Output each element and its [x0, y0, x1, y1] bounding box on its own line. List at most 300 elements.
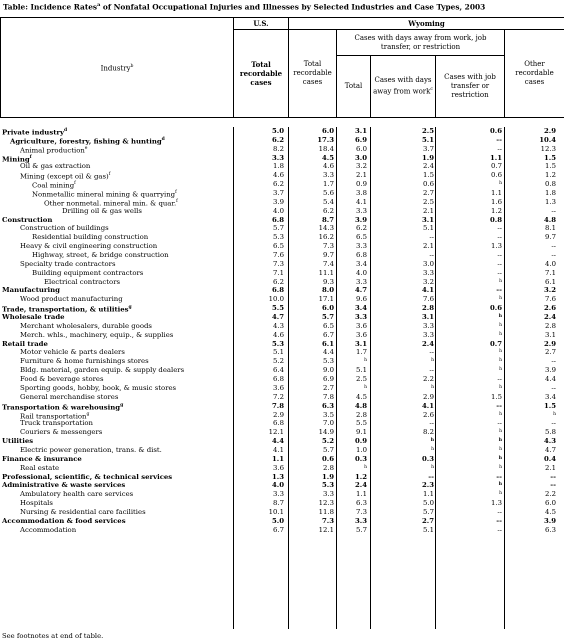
table-row [0, 446, 564, 455]
row-value: 5.3 [322, 481, 334, 490]
header-wyoming: Wyoming [289, 18, 564, 30]
row-label: Ambulatory health care services [20, 490, 134, 499]
row-label: Trade, transportation, & utilities$^g$ [2, 305, 132, 314]
row-value: 2.2 [545, 490, 556, 499]
row-value: 5.1 [423, 224, 434, 233]
row-value: 4.7 [355, 286, 367, 295]
table-row [0, 481, 564, 490]
row-value: h [431, 446, 434, 452]
row-value: 6.9 [323, 375, 334, 384]
row-value: 4.7 [545, 445, 556, 454]
row-value: -- [497, 268, 502, 277]
row-value: 12.1 [318, 525, 334, 534]
row-value: 3.9 [544, 516, 556, 525]
table-title: Table: Incidence Rates$^a$ of Nonfatal Occupational Injuries and Illnesses by Selected Industries and Case Types, 2003 [3, 2, 486, 12]
row-value: -- [429, 233, 434, 242]
row-value: 2.7 [323, 383, 334, 392]
row-value: 6.3 [545, 525, 556, 534]
row-value: -- [497, 144, 502, 153]
row-label: Transportation & warehousing$^g$ [2, 402, 124, 411]
row-value: 5.5 [272, 304, 284, 313]
header-us: U.S. [234, 18, 289, 30]
row-value: 5.2 [273, 357, 284, 366]
row-value: 0.6 [490, 304, 502, 313]
row-label: Wood product manufacturing [20, 295, 123, 304]
row-value: 3.7 [273, 189, 284, 198]
row-label: Specialty trade contractors [20, 259, 116, 268]
row-value: 1.6 [491, 197, 502, 206]
table-row [0, 145, 564, 154]
row-value: 3.2 [544, 286, 556, 295]
row-value: 6.3 [322, 401, 334, 410]
row-value: 6.1 [322, 339, 334, 348]
table-row [0, 304, 564, 313]
row-value: 6.4 [273, 366, 284, 375]
row-value: -- [497, 259, 502, 268]
row-value: 0.7 [491, 162, 502, 171]
table-row [0, 490, 564, 499]
row-label: Merch. whls., machinery, equip., & supplies [20, 330, 174, 339]
row-value: 3.3 [356, 242, 367, 251]
row-label: Retail trade [2, 339, 48, 348]
row-label: Professional, scientific, & technical services [2, 472, 173, 481]
row-value: 5.5 [356, 419, 367, 428]
row-value: 5.0 [272, 516, 284, 525]
row-value: 5.1 [273, 348, 284, 357]
row-value: 4.8 [355, 401, 367, 410]
row-value: 4.1 [273, 445, 284, 454]
table-row [0, 278, 564, 287]
table-row [0, 455, 564, 464]
table-row [0, 136, 564, 145]
row-value: 3.4 [356, 259, 367, 268]
row-value: 3.3 [355, 313, 367, 322]
row-value: 2.6 [423, 410, 434, 419]
table-row [0, 508, 564, 517]
row-label: Food & beverage stores [20, 375, 104, 384]
row-value: -- [551, 383, 556, 392]
row-value: 5.2 [322, 437, 334, 446]
row-value: h [499, 384, 502, 390]
row-value: 8.2 [273, 144, 284, 153]
row-value: h [499, 429, 502, 435]
row-value: 1.5 [544, 153, 556, 162]
row-value: 6.9 [355, 135, 367, 144]
row-value: 3.3 [356, 277, 367, 286]
row-value: 0.8 [545, 180, 556, 189]
table-row [0, 348, 564, 357]
row-value: 2.3 [422, 481, 434, 490]
row-value: 2.4 [423, 162, 434, 171]
row-value: 14.9 [318, 428, 334, 437]
row-value: 10.0 [268, 295, 284, 304]
row-value: 1.5 [491, 392, 502, 401]
row-value: h [498, 438, 502, 444]
row-value: 1.1 [491, 189, 502, 198]
row-value: 5.7 [322, 313, 334, 322]
row-value: 8.7 [273, 499, 284, 508]
row-value: 2.4 [422, 339, 434, 348]
row-label: Other nonmetal. mineral min. & quar.$^f$ [44, 198, 178, 208]
table-row [0, 464, 564, 473]
row-value: -- [429, 366, 434, 375]
row-value: 4.4 [323, 348, 334, 357]
row-value: 8.2 [423, 428, 434, 437]
row-value: 4.0 [545, 259, 556, 268]
row-value: 2.5 [356, 375, 367, 384]
row-value: -- [550, 481, 556, 490]
row-value: 17.3 [317, 135, 334, 144]
row-label: Furniture & home furnishings stores [20, 357, 149, 366]
row-value: 3.0 [355, 153, 367, 162]
table-row [0, 189, 564, 198]
row-label: Nonmetallic mineral mining & quarrying$^f$ [32, 190, 177, 199]
table-row [0, 171, 564, 180]
row-value: h [431, 464, 434, 470]
row-value: h [499, 349, 502, 355]
row-value: 5.0 [423, 499, 434, 508]
row-value: 0.9 [356, 180, 367, 189]
table-row [0, 295, 564, 304]
row-value: -- [497, 251, 502, 260]
row-value: 0.6 [490, 127, 502, 135]
row-value: 2.4 [544, 313, 556, 322]
row-label: Highway, street, & bridge construction [32, 251, 169, 260]
row-value: 0.3 [355, 454, 367, 463]
header-away-group: Cases with days away from work, job transfer, or restriction [337, 30, 505, 56]
table-row [0, 375, 564, 384]
row-value: h [499, 491, 502, 497]
row-value: 14.3 [318, 224, 334, 233]
row-value: 2.9 [423, 392, 434, 401]
row-value: h [498, 482, 502, 488]
row-value: 8.7 [322, 215, 334, 224]
row-value: 3.9 [355, 215, 367, 224]
row-value: 0.6 [491, 171, 502, 180]
row-value: h [499, 296, 502, 302]
row-value: 7.0 [323, 419, 334, 428]
row-value: 7.6 [545, 295, 556, 304]
row-value: 4.1 [356, 197, 367, 206]
row-value: 3.3 [272, 153, 284, 162]
row-value: -- [496, 472, 502, 481]
row-value: -- [496, 286, 502, 295]
header-total: Total [337, 56, 371, 118]
row-value: 3.4 [545, 392, 556, 401]
table-row [0, 402, 564, 411]
row-value: 5.1 [423, 525, 434, 534]
table-row [0, 233, 564, 242]
row-value: -- [497, 525, 502, 534]
header-days-away: Cases with days away from work$^c$ [371, 56, 436, 118]
row-value: -- [428, 472, 434, 481]
row-value: 0.4 [544, 454, 556, 463]
table-row [0, 419, 564, 428]
row-label: Bldg. material, garden equip. & supply dealers [20, 366, 185, 375]
table-row [0, 517, 564, 526]
row-label: Administrative & waste services [2, 481, 126, 490]
row-value: -- [551, 206, 556, 215]
row-value: 3.1 [422, 215, 434, 224]
row-label: Agriculture, forestry, fishing & hunting$^d$ [10, 136, 165, 146]
table-row [0, 499, 564, 508]
row-value: 3.3 [323, 171, 334, 180]
header-job-transfer: Cases with job transfer or restriction [436, 56, 505, 118]
row-value: 7.3 [322, 516, 334, 525]
row-value: 9.3 [323, 277, 334, 286]
row-value: 7.3 [323, 242, 334, 251]
row-value: 1.9 [422, 153, 434, 162]
row-value: 3.8 [356, 189, 367, 198]
row-value: 5.3 [273, 233, 284, 242]
row-value: h [499, 358, 502, 364]
row-value: 6.2 [273, 277, 284, 286]
row-value: 5.8 [545, 428, 556, 437]
row-label: Mining$^f$ [2, 154, 32, 163]
row-label: Real estate [20, 463, 60, 472]
row-value: 6.2 [323, 206, 334, 215]
row-value: 1.0 [356, 445, 367, 454]
row-value: 7.2 [273, 392, 284, 401]
row-value: 3.6 [356, 321, 367, 330]
row-label: Electrical contractors [44, 277, 121, 286]
row-value: 6.2 [356, 224, 367, 233]
row-value: -- [497, 419, 502, 428]
row-value: 3.4 [355, 304, 367, 313]
row-value: 1.3 [491, 499, 502, 508]
row-value: 5.6 [323, 189, 334, 198]
row-value: -- [497, 224, 502, 233]
row-value: 3.3 [356, 206, 367, 215]
row-value: 10.1 [268, 507, 284, 516]
table-row [0, 242, 564, 251]
row-value: 4.4 [545, 375, 556, 384]
row-label: Finance & insurance [2, 454, 82, 463]
row-value: 3.1 [422, 313, 434, 322]
row-value: -- [429, 419, 434, 428]
row-label: Animal production$^e$ [20, 145, 88, 155]
table-row [0, 198, 564, 207]
row-value: 1.3 [545, 197, 556, 206]
row-label: Building equipment contractors [32, 268, 144, 277]
row-value: 5.0 [272, 127, 284, 135]
row-value: 17.1 [318, 295, 334, 304]
row-label: Manufacturing [2, 286, 61, 295]
row-value: h [499, 367, 502, 373]
row-value: 4.7 [272, 313, 284, 322]
row-value: 2.6 [544, 304, 556, 313]
row-value: 7.4 [323, 259, 334, 268]
row-value: 0.7 [490, 339, 502, 348]
row-label: Motor vehicle & parts dealers [20, 348, 125, 357]
table-row [0, 340, 564, 349]
table-row [0, 322, 564, 331]
row-value: 2.8 [545, 321, 556, 330]
row-value: 3.7 [423, 144, 434, 153]
row-value: -- [551, 419, 556, 428]
row-label: Drilling oil & gas wells [62, 206, 142, 215]
row-value: 5.7 [323, 445, 334, 454]
row-value: 3.0 [423, 259, 434, 268]
row-value: 5.7 [423, 507, 434, 516]
row-value: h [430, 438, 434, 444]
row-value: 1.2 [545, 171, 556, 180]
row-label: Construction [2, 215, 53, 224]
row-value: 6.8 [273, 419, 284, 428]
row-value: 1.5 [544, 401, 556, 410]
row-value: h [499, 278, 502, 284]
row-value: 9.1 [356, 428, 367, 437]
row-value: 2.2 [423, 375, 434, 384]
row-value: h [499, 331, 502, 337]
row-value: 4.6 [273, 171, 284, 180]
row-value: 1.8 [545, 189, 556, 198]
table-row [0, 331, 564, 340]
row-value: 4.5 [545, 507, 556, 516]
row-value: 7.8 [272, 401, 284, 410]
row-value: 2.7 [422, 516, 434, 525]
row-value: 7.1 [273, 268, 284, 277]
row-value: 4.4 [272, 437, 284, 446]
row-value: 8.0 [322, 286, 334, 295]
row-value: h [498, 455, 502, 461]
row-value: 1.9 [322, 472, 334, 481]
table-row [0, 393, 564, 402]
row-value: 2.5 [422, 127, 434, 135]
header-industry: Industry$^b$ [1, 18, 234, 118]
row-label: Rail transportation$^g$ [20, 411, 90, 420]
row-value: 6.8 [356, 251, 367, 260]
row-value: -- [551, 242, 556, 251]
row-value: 7.1 [545, 268, 556, 277]
row-value: 3.3 [423, 321, 434, 330]
row-value: h [431, 384, 434, 390]
row-label: Sporting goods, hobby, book, & music stores [20, 383, 177, 392]
row-value: 7.3 [356, 507, 367, 516]
row-value: 18.4 [318, 144, 334, 153]
row-value: 3.5 [323, 410, 334, 419]
row-value: 4.1 [422, 286, 434, 295]
row-value: 2.8 [356, 410, 367, 419]
header-other: Other recordable cases [505, 30, 564, 118]
row-value: -- [429, 251, 434, 260]
row-label: Coal mining$^f$ [32, 181, 76, 190]
table-row [0, 260, 564, 269]
row-value: 7.3 [273, 259, 284, 268]
row-value: -- [429, 348, 434, 357]
row-value: 7.6 [423, 295, 434, 304]
row-value: 3.3 [323, 490, 334, 499]
row-value: 2.7 [545, 348, 556, 357]
row-value: 2.4 [355, 481, 367, 490]
row-value: 6.3 [356, 499, 367, 508]
row-value: 4.0 [356, 268, 367, 277]
row-value: 0.6 [423, 180, 434, 189]
row-label: Hospitals [20, 499, 53, 508]
row-value: 3.1 [545, 330, 556, 339]
row-label: Residential building construction [32, 233, 149, 242]
row-value: -- [496, 135, 502, 144]
row-label: Truck transportation [20, 419, 93, 428]
row-value: h [431, 358, 434, 364]
row-value: 3.9 [273, 197, 284, 206]
row-value: 3.3 [423, 330, 434, 339]
row-value: 12.1 [268, 428, 284, 437]
row-value: 3.1 [355, 339, 367, 348]
row-value: 5.7 [356, 525, 367, 534]
row-value: 2.9 [273, 410, 284, 419]
row-value: 1.5 [545, 162, 556, 171]
table-header [0, 17, 564, 118]
row-value: 6.2 [272, 135, 284, 144]
row-value: 0.6 [322, 454, 334, 463]
row-value: 6.7 [273, 525, 284, 534]
row-value: 1.7 [323, 180, 334, 189]
row-value: 6.8 [272, 286, 284, 295]
row-value: 3.6 [273, 463, 284, 472]
row-value: 3.3 [273, 490, 284, 499]
table-row [0, 162, 564, 171]
row-label: Accommodation & food services [2, 516, 126, 525]
table-row [0, 224, 564, 233]
row-value: 1.1 [423, 490, 434, 499]
table-row [0, 384, 564, 393]
table-row [0, 251, 564, 260]
row-value: 7.6 [273, 251, 284, 260]
row-value: h [364, 358, 367, 364]
row-value: 9.7 [545, 233, 556, 242]
row-value: -- [496, 516, 502, 525]
row-value: 4.1 [422, 401, 434, 410]
header-wy-total: Total recordable cases [289, 30, 337, 118]
row-value: 6.7 [323, 330, 334, 339]
row-value: 2.1 [423, 206, 434, 215]
row-value: 1.8 [273, 162, 284, 171]
row-value: 1.1 [272, 454, 284, 463]
table-row [0, 313, 564, 322]
row-value: 1.5 [423, 171, 434, 180]
row-value: 1.3 [272, 472, 284, 481]
row-value: 6.8 [273, 375, 284, 384]
row-value: 12.3 [318, 499, 334, 508]
row-value: 0.3 [422, 454, 434, 463]
table-row [0, 437, 564, 446]
row-value: -- [551, 357, 556, 366]
table-row [0, 473, 564, 482]
table-row [0, 357, 564, 366]
row-label: Accommodation [20, 525, 77, 534]
row-value: 4.5 [356, 392, 367, 401]
row-value: 2.1 [356, 171, 367, 180]
row-value: 5.3 [323, 357, 334, 366]
row-value: 5.3 [272, 339, 284, 348]
row-value: 4.5 [322, 153, 334, 162]
row-value: -- [550, 472, 556, 481]
row-value: 11.1 [318, 268, 334, 277]
row-value: 9.6 [356, 295, 367, 304]
row-value: h [499, 322, 502, 328]
row-value: 4.6 [323, 162, 334, 171]
row-value: 1.2 [491, 206, 502, 215]
row-value: 3.6 [273, 383, 284, 392]
row-value: h [364, 384, 367, 390]
row-value: 3.3 [423, 268, 434, 277]
row-value: 3.6 [356, 330, 367, 339]
row-label: Private industry$^d$ [2, 128, 68, 137]
row-label: Couriers & messengers [20, 428, 103, 437]
row-value: 4.3 [544, 437, 556, 446]
row-label: Mining (except oil & gas)$^f$ [20, 172, 111, 181]
